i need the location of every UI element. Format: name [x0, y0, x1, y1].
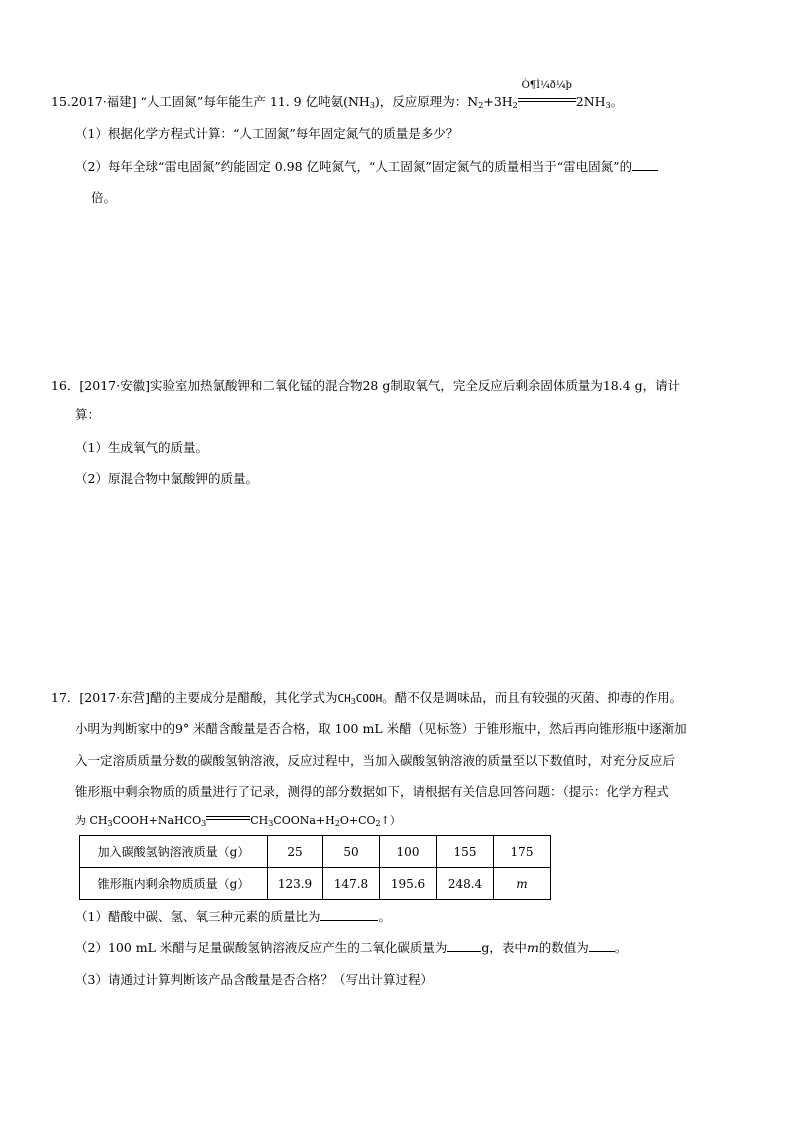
- table-row: [80, 836, 551, 868]
- q16-line2: 算：: [75, 407, 101, 422]
- q15-text-d: +3H: [483, 94, 513, 109]
- eq-part-a: 为 CH: [75, 814, 108, 827]
- q17-number: 17．: [51, 690, 80, 705]
- table-cell: m: [494, 868, 551, 900]
- q16-line1-text: [2017·安徽]实验室加热氯酸钾和二氧化锰的混合物28 g制取氧气，完全反应后剩余固体质量为18.4 g，请计: [79, 378, 681, 393]
- reaction-condition: Ò¶Ì¼ð¼þ: [521, 80, 572, 91]
- q17-part2-d: 。: [614, 940, 628, 955]
- q17-part2-c: 的数值为: [538, 940, 589, 955]
- q17-part2-text: （2）100 mL 米醋与足量碳酸氢钠溶液反应产生的二氧化碳质量为: [75, 940, 448, 955]
- equals-arrow: [206, 814, 250, 824]
- table-cell: 50: [323, 836, 380, 868]
- table-cell: 195.6: [380, 868, 437, 900]
- reaction-arrow: [518, 80, 576, 108]
- q17-line4: 锥形瓶中剩余物质的质量进行了记录，测得的部分数据如下，请根据有关信息回答问题：（提示：化学方程式: [75, 784, 669, 799]
- q17-part1-end: 。: [378, 909, 391, 924]
- q15-part2: [75, 157, 658, 175]
- q17-line1-b: 。醋不仅是调味品，而且有较强的灭菌、抑毒的作用。: [382, 690, 683, 705]
- q17-line2: 小明为判断家中的9° 米醋含酸量是否合格，取 100 mL 米醋（见标签）于锥形瓶中，然后再向锥形瓶中逐渐加: [75, 721, 687, 736]
- q15-source: 2017·福建]: [70, 94, 137, 109]
- table-cell: 155: [437, 836, 494, 868]
- q17-part3: （3）请通过计算判断该产品含酸量是否合格？（写出计算过程）: [75, 972, 433, 987]
- q17-part1-text: （1）醋酸中碳、氢、氧三种元素的质量比为: [75, 909, 321, 924]
- table-cell: 123.9: [268, 868, 323, 900]
- data-table: [79, 835, 551, 900]
- q17-part1: [75, 907, 391, 925]
- q15-text-e: 2NH: [575, 94, 606, 109]
- q17-part2: [75, 938, 627, 956]
- q17-part2-b: g，表中: [481, 940, 527, 955]
- q17-equation: 为 $CH_3COOH+NaHCO_3$ $CH_3COONa+H_2O+CO_2↑$）: [75, 814, 401, 828]
- q16-number: 16．: [51, 378, 80, 393]
- q16-part1: （1）生成氧气的质量。: [75, 440, 208, 455]
- answer-blank[interactable]: [632, 158, 658, 171]
- table-cell: 248.4: [437, 868, 494, 900]
- q15-text-b: 亿吨氨(NH: [305, 94, 370, 109]
- table-cell: 25: [268, 836, 323, 868]
- q17-formula-a: CH: [337, 692, 351, 705]
- answer-blank[interactable]: [320, 908, 378, 921]
- q17-formula-b: COOH: [355, 692, 383, 705]
- eq-part-c: CH: [250, 814, 269, 827]
- eq-part-e: O+CO: [339, 814, 376, 827]
- table-cell: 175: [494, 836, 551, 868]
- answer-blank[interactable]: [447, 939, 481, 952]
- q15-amount: 11. 9: [269, 94, 302, 109]
- q15-text-f: 。: [610, 94, 624, 109]
- table-cell: 147.8: [323, 868, 380, 900]
- q16-line1: [51, 376, 680, 394]
- q15-part2-text: （2）每年全球“雷电固氮”约能固定 0.98 亿吨氮气，“人工固氮”固定氮气的质量相当于“雷电固氮”的: [75, 159, 633, 174]
- eq-part-f: ↑）: [380, 814, 401, 827]
- q15-text-c: )，反应原理为：N: [374, 94, 479, 109]
- q17-line1: 17．[2017·东营]醋的主要成分是醋酸，其化学式为$CH_3COOH$。醋不仅是调味品，而且有较强的灭菌、抑毒的作用。: [51, 690, 683, 706]
- q15-number: 15.: [51, 94, 71, 109]
- eq-part-d: COONa+H: [273, 814, 335, 827]
- q17-part2-m: m: [526, 940, 539, 955]
- table-row: [80, 868, 551, 900]
- row-header: 加入碳酸氢钠溶液质量（g）: [80, 836, 268, 868]
- q17-line1-a: [2017·东营]醋的主要成分是醋酸，其化学式为: [79, 690, 338, 705]
- row-header: 锥形瓶内剩余物质质量（g）: [80, 868, 268, 900]
- q15-part2-end: 倍。: [91, 190, 117, 205]
- q15-line: 15.2017·福建] “人工固氮”每年能生产 11. 9 亿吨氨$(NH_3)$，反应原理为：$N_2+3H_2$ Ò¶Ì¼ð¼þ $2NH_3$。: [51, 80, 624, 110]
- q15-text-a: “人工固氮”每年能生产: [140, 94, 266, 109]
- q17-line3: 入一定溶质质量分数的碳酸氢钠溶液，反应过程中，当加入碳酸氢钠溶液的质量至以下数值时，对充分反应后: [75, 753, 676, 768]
- table-cell: 100: [380, 836, 437, 868]
- answer-blank[interactable]: [589, 939, 615, 952]
- q15-part1: （1）根据化学方程式计算：“人工固氮”每年固定氮气的质量是多少？: [75, 126, 459, 141]
- q16-part2: （2）原混合物中氯酸钾的质量。: [75, 471, 258, 486]
- eq-part-b: COOH+NaHCO: [112, 814, 202, 827]
